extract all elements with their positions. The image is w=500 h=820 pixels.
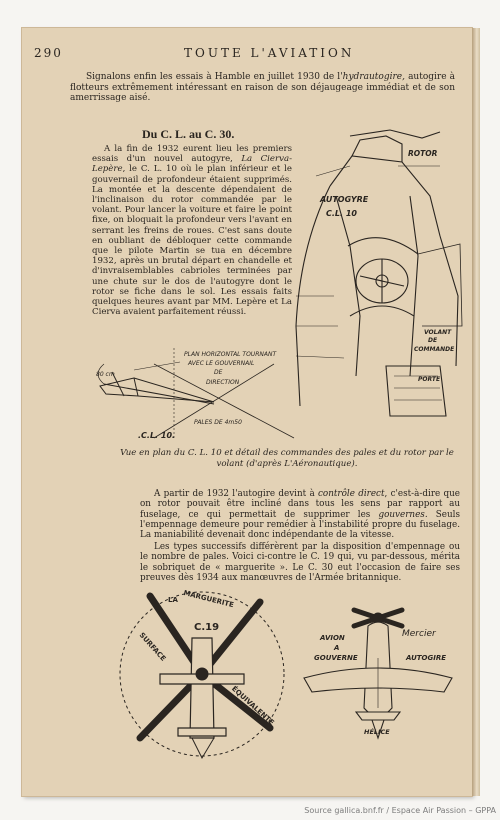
section-emphasis: La Cierva-Lepère — [92, 154, 292, 175]
label-porte: PORTE — [418, 376, 441, 383]
control-text-c: . Seuls l'empennage demeure pour remédier à l'instabilité propre du fuselage. La maniabilité devenait donc indépendante de la vitesse. — [140, 509, 460, 541]
label-commande: COMMANDE — [414, 346, 455, 353]
label-avion: AVION — [320, 634, 345, 642]
label-de: DE — [428, 337, 438, 344]
intro-emphasis: hydrautogire, — [342, 72, 405, 82]
intro-text-b: autogire à flotteurs extrêmement intéressant en raison de son déjaugeage immédiat et de son amerrissage aisé. — [70, 72, 456, 103]
label-la: LA — [168, 596, 178, 604]
label-surface: SURFACE — [137, 631, 168, 663]
control-emphasis-1: contrôle direct — [317, 489, 385, 499]
running-header — [34, 46, 459, 62]
control-paragraph — [140, 489, 460, 540]
label-a: A — [334, 644, 340, 652]
label-marguerite: MARGUERITE — [182, 588, 235, 610]
label-plan-1: PLAN HORIZONTAL TOURNANT — [184, 351, 277, 358]
c19-marguerite-illustration — [110, 588, 296, 766]
label-dim: 80 cm — [96, 371, 115, 378]
page-edge — [472, 28, 480, 796]
label-autogyre: AUTOGYRE — [320, 195, 369, 204]
label-gouverne: GOUVERNE — [314, 654, 358, 662]
label-volant: VOLANT — [424, 329, 452, 336]
source-footer: Source gallica.bnf.fr / Espace Air Passion – GPPA — [304, 806, 496, 815]
label-cl10-plan: .C.L. 10. — [138, 431, 176, 440]
page-number: 290 — [34, 46, 63, 60]
types-paragraph: Les types successifs différèrent par la disposition d'empennage ou le nombre de pales. Voici ci-contre le C. 19 qui, vu par-dessous, mérita le sobriquet de « marguerite ». Le C. 30 eut l'occasion de faire ses preuves dès 1934 aux manœuvres de l'Armée britannique. — [140, 542, 460, 583]
label-c19: C.19 — [194, 622, 220, 633]
control-text-b: , c'est-à-dire que on rotor pouvait être incliné dans tous les sens par rapport au fuselage, ce qui permettait de supprimer les — [140, 489, 460, 520]
control-emphasis-2: gouvernes — [378, 509, 425, 520]
running-title: TOUTE L'AVIATION — [184, 46, 355, 60]
label-equivalente: ÉQUIVALENTE — [230, 684, 276, 727]
figure-caption: Vue en plan du C. L. 10 et détail des commandes des pales et du rotor par le volant (d'après L'Aéronautique). — [120, 448, 454, 469]
label-plan-4: DIRECTION — [206, 379, 240, 386]
control-text-a: A partir de 1932 l'autogire devint à — [154, 489, 318, 499]
label-plan-3: DE — [214, 369, 223, 376]
book-page — [22, 28, 472, 796]
intro-paragraph — [70, 72, 455, 104]
label-pales: PALES DE 4m50 — [194, 419, 242, 426]
intro-text-a: Signalons enfin les essais à Hamble en juillet 1930 de l' — [86, 72, 343, 82]
label-helice: HÉLICE — [364, 728, 390, 736]
section-heading: Du C. L. au C. 30. — [142, 127, 235, 141]
section-paragraph — [92, 144, 292, 317]
section-text-b: , le C. L. 10 où le plan inférieur et le gouvernail de profondeur étaient supprimés. La montée et la descente dépendaient de l'inclinaison du rotor commandée par le volant. Pour lancer la voiture et faire le point fixe, on bloquait la profondeur vers l'avant en serrant les freins de roues. C'est sans doute en oubliant de débloquer cette commande que le pilote Martin se tua en décembre 1932, après un brutal départ en chandelle et d'invraisemblables cabrioles terminées par une chute sur le dos de l'autogyre dont le rotor se fiche dans le sol. Les essais faits quelques heures avant par MM. Lepère et La Cierva avaient parfaitement réussi. — [92, 164, 292, 318]
mercier-autogire-illustration — [294, 588, 462, 748]
label-rotor: ROTOR — [408, 149, 438, 158]
label-plan-2: AVEC LE GOUVERNAIL — [188, 360, 255, 367]
rotor-control-illustration — [290, 126, 466, 426]
section-text-a: A la fin de 1932 eurent lieu les premiers essais d'un nouvel autogyre, — [92, 144, 292, 165]
plan-view-illustration — [94, 344, 304, 444]
label-cl10: C.L. 10 — [326, 209, 357, 218]
label-autogire: AUTOGIRE — [406, 654, 447, 662]
label-mercier: Mercier — [402, 629, 436, 639]
